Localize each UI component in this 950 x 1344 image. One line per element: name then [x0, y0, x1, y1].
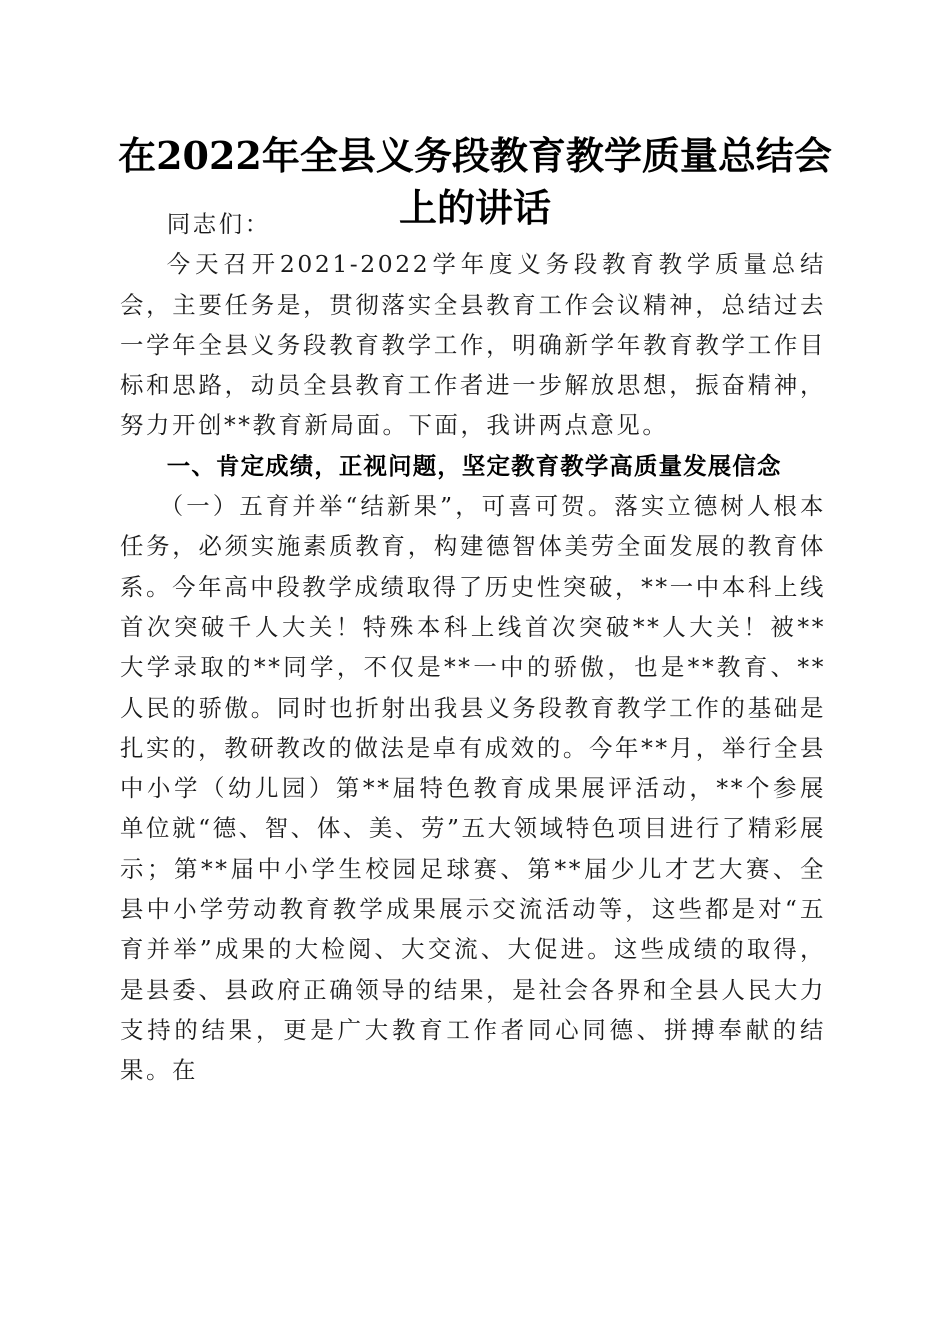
document-body [120, 204, 826, 1091]
salutation: 同志们： [166, 210, 271, 238]
intro-paragraph: 今天召开2021-2022学年度义务段教育教学质量总结会，主要任务是，贯彻落实全县教育工作会议精神，总结过去一学年全县义务段教育教学工作，明确新学年教育教学工作目标和思路，动员全县教育工作者进一步解放思想，振奋精神，努力开创**教育新局面。下面，我讲两点意见。 [120, 250, 826, 440]
document-title: 在2022年全县义务段教育教学质量总结会上的讲话 [118, 133, 832, 230]
section-heading-1: 一、肯定成绩，正视问题，坚定教育教学高质量发展信念 [166, 451, 782, 480]
section-1-paragraph-1: （一）五育并举“结新果”，可喜可贺。落实立德树人根本任务，必须实施素质教育，构建德智体美劳全面发展的教育体系。今年高中段教学成绩取得了历史性突破，**一中本科上线首次突破千人大关！特殊本科上线首次突破**人大关！被**大学录取的**同学，不仅是**一中的骄傲，也是**教育、**人民的骄傲。同时也折射出我县义务段教育教学工作的基础是扎实的，教研教改的做法是卓有成效的。今年**月，举行全县中小学（幼儿园）第**届特色教育成果展评活动，**个参展单位就“德、智、体、美、劳”五大领域特色项目进行了精彩展示；第**届中小学生校园足球赛、第**届少儿才艺大赛、全县中小学劳动教育教学成果展示交流活动等，这些都是对“五育并举”成果的大检阅、大交流、大促进。这些成绩的取得，是县委、县政府正确领导的结果，是社会各界和全县人民大力支持的结果，更是广大教育工作者同心同德、拼搏奉献的结果。在 [120, 492, 826, 1085]
